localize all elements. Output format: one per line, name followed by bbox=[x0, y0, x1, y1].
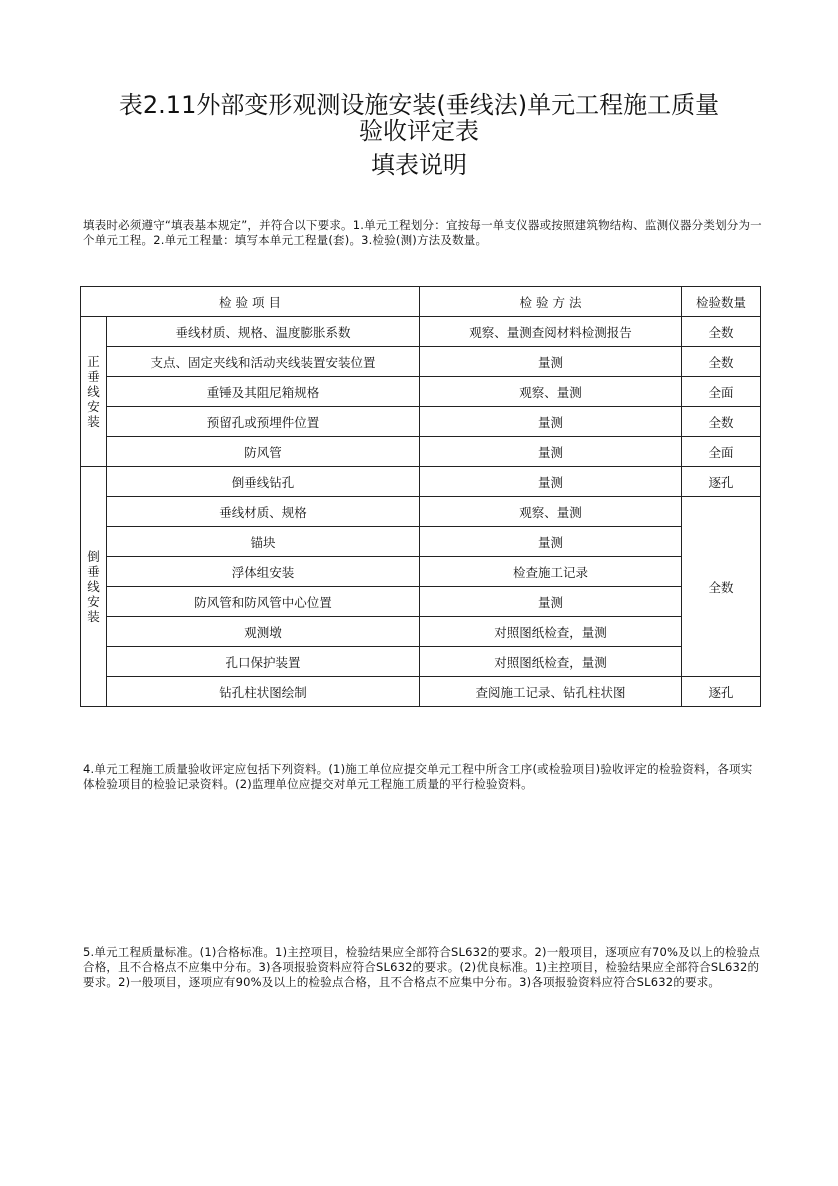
page-title: 表2.11外部变形观测设施安装(垂线法)单元工程施工质量 bbox=[118, 91, 720, 119]
row-item: 重锤及其阻尼箱规格 bbox=[107, 377, 420, 407]
table-row bbox=[81, 557, 761, 587]
row-method: 观察、量测查阅材料检测报告 bbox=[420, 317, 682, 347]
row-item: 防风管 bbox=[107, 437, 420, 467]
row-method: 量测 bbox=[420, 437, 682, 467]
row-quantity: 全面 bbox=[682, 377, 761, 407]
table-row bbox=[81, 347, 761, 377]
table-row bbox=[81, 527, 761, 557]
header-method: 检 验 方 法 bbox=[420, 287, 682, 317]
row-item: 垂线材质、规格 bbox=[107, 497, 420, 527]
group-label-inverted-plumb-line: 倒 垂 线 安 装 bbox=[81, 467, 107, 707]
row-method: 量测 bbox=[420, 467, 682, 497]
table-row bbox=[81, 617, 761, 647]
row-item: 防风管和防风管中心位置 bbox=[107, 587, 420, 617]
row-method: 量测 bbox=[420, 407, 682, 437]
row-quantity: 全数 bbox=[682, 407, 761, 437]
page-subtitle: 填表说明 bbox=[371, 151, 467, 179]
row-method: 对照图纸检查，量测 bbox=[420, 647, 682, 677]
row-item: 孔口保护装置 bbox=[107, 647, 420, 677]
row-method: 查阅施工记录、钻孔柱状图 bbox=[420, 677, 682, 707]
row-method: 量测 bbox=[420, 527, 682, 557]
row-item: 浮体组安装 bbox=[107, 557, 420, 587]
row-item: 垂线材质、规格、温度膨胀系数 bbox=[107, 317, 420, 347]
table-row bbox=[81, 317, 761, 347]
group-label-plumb-line: 正 垂 线 安 装 bbox=[81, 317, 107, 467]
row-item: 观测墩 bbox=[107, 617, 420, 647]
intro-paragraph: 填表时必须遵守“填表基本规定”，并符合以下要求。1.单元工程划分：宜按每一单支仪器或按照建筑物结构、监测仪器分类划分为一个单元工程。2.单元工程量：填写本单元工程量(套)。3.检验(测)方法及数量。 bbox=[83, 218, 762, 247]
row-method: 检查施工记录 bbox=[420, 557, 682, 587]
row-item: 锚块 bbox=[107, 527, 420, 557]
table-row bbox=[81, 437, 761, 467]
header-quantity: 检验数量 bbox=[682, 287, 761, 317]
header-item: 检 验 项 目 bbox=[81, 287, 420, 317]
row-method: 对照图纸检查，量测 bbox=[420, 617, 682, 647]
row-quantity: 全数 bbox=[682, 317, 761, 347]
row-quantity: 全数 bbox=[682, 347, 761, 377]
row-quantity: 全面 bbox=[682, 437, 761, 467]
inspection-table bbox=[80, 286, 761, 707]
row-method: 量测 bbox=[420, 587, 682, 617]
page-title-continued: 验收评定表 bbox=[359, 117, 479, 145]
table-row bbox=[81, 497, 761, 527]
table-row bbox=[81, 647, 761, 677]
row-quantity: 逐孔 bbox=[682, 677, 761, 707]
row-method: 观察、量测 bbox=[420, 377, 682, 407]
row-item: 预留孔或预埋件位置 bbox=[107, 407, 420, 437]
section-5-paragraph: 5.单元工程质量标准。(1)合格标准。1)主控项目，检验结果应全部符合SL632的要求。2)一般项目，逐项应有70%及以上的检验点合格，且不合格点不应集中分布。3)各项报验资料应符合SL632的要求。(2)优良标准。1)主控项目，检验结果应全部符合SL632的要求。2)一般项目，逐项应有90%及以上的检验点合格，且不合格点不应集中分布。3)各项报验资料应符合SL632的要求。 bbox=[83, 945, 761, 989]
row-method: 观察、量测 bbox=[420, 497, 682, 527]
table-row bbox=[81, 587, 761, 617]
row-item: 支点、固定夹线和活动夹线装置安装位置 bbox=[107, 347, 420, 377]
table-row bbox=[81, 677, 761, 707]
row-item: 钻孔柱状图绘制 bbox=[107, 677, 420, 707]
row-item: 倒垂线钻孔 bbox=[107, 467, 420, 497]
row-quantity: 逐孔 bbox=[682, 467, 761, 497]
table-row bbox=[81, 377, 761, 407]
section-4-paragraph: 4.单元工程施工质量验收评定应包括下列资料。(1)施工单位应提交单元工程中所含工序(或检验项目)验收评定的检验资料，各项实体检验项目的检验记录资料。(2)监理单位应提交对单元工程施工质量的平行检验资料。 bbox=[83, 762, 753, 791]
row-method: 量测 bbox=[420, 347, 682, 377]
table-row bbox=[81, 467, 761, 497]
row-quantity-merged: 全数 bbox=[682, 497, 761, 677]
table-header-row bbox=[81, 287, 761, 317]
table-row bbox=[81, 407, 761, 437]
